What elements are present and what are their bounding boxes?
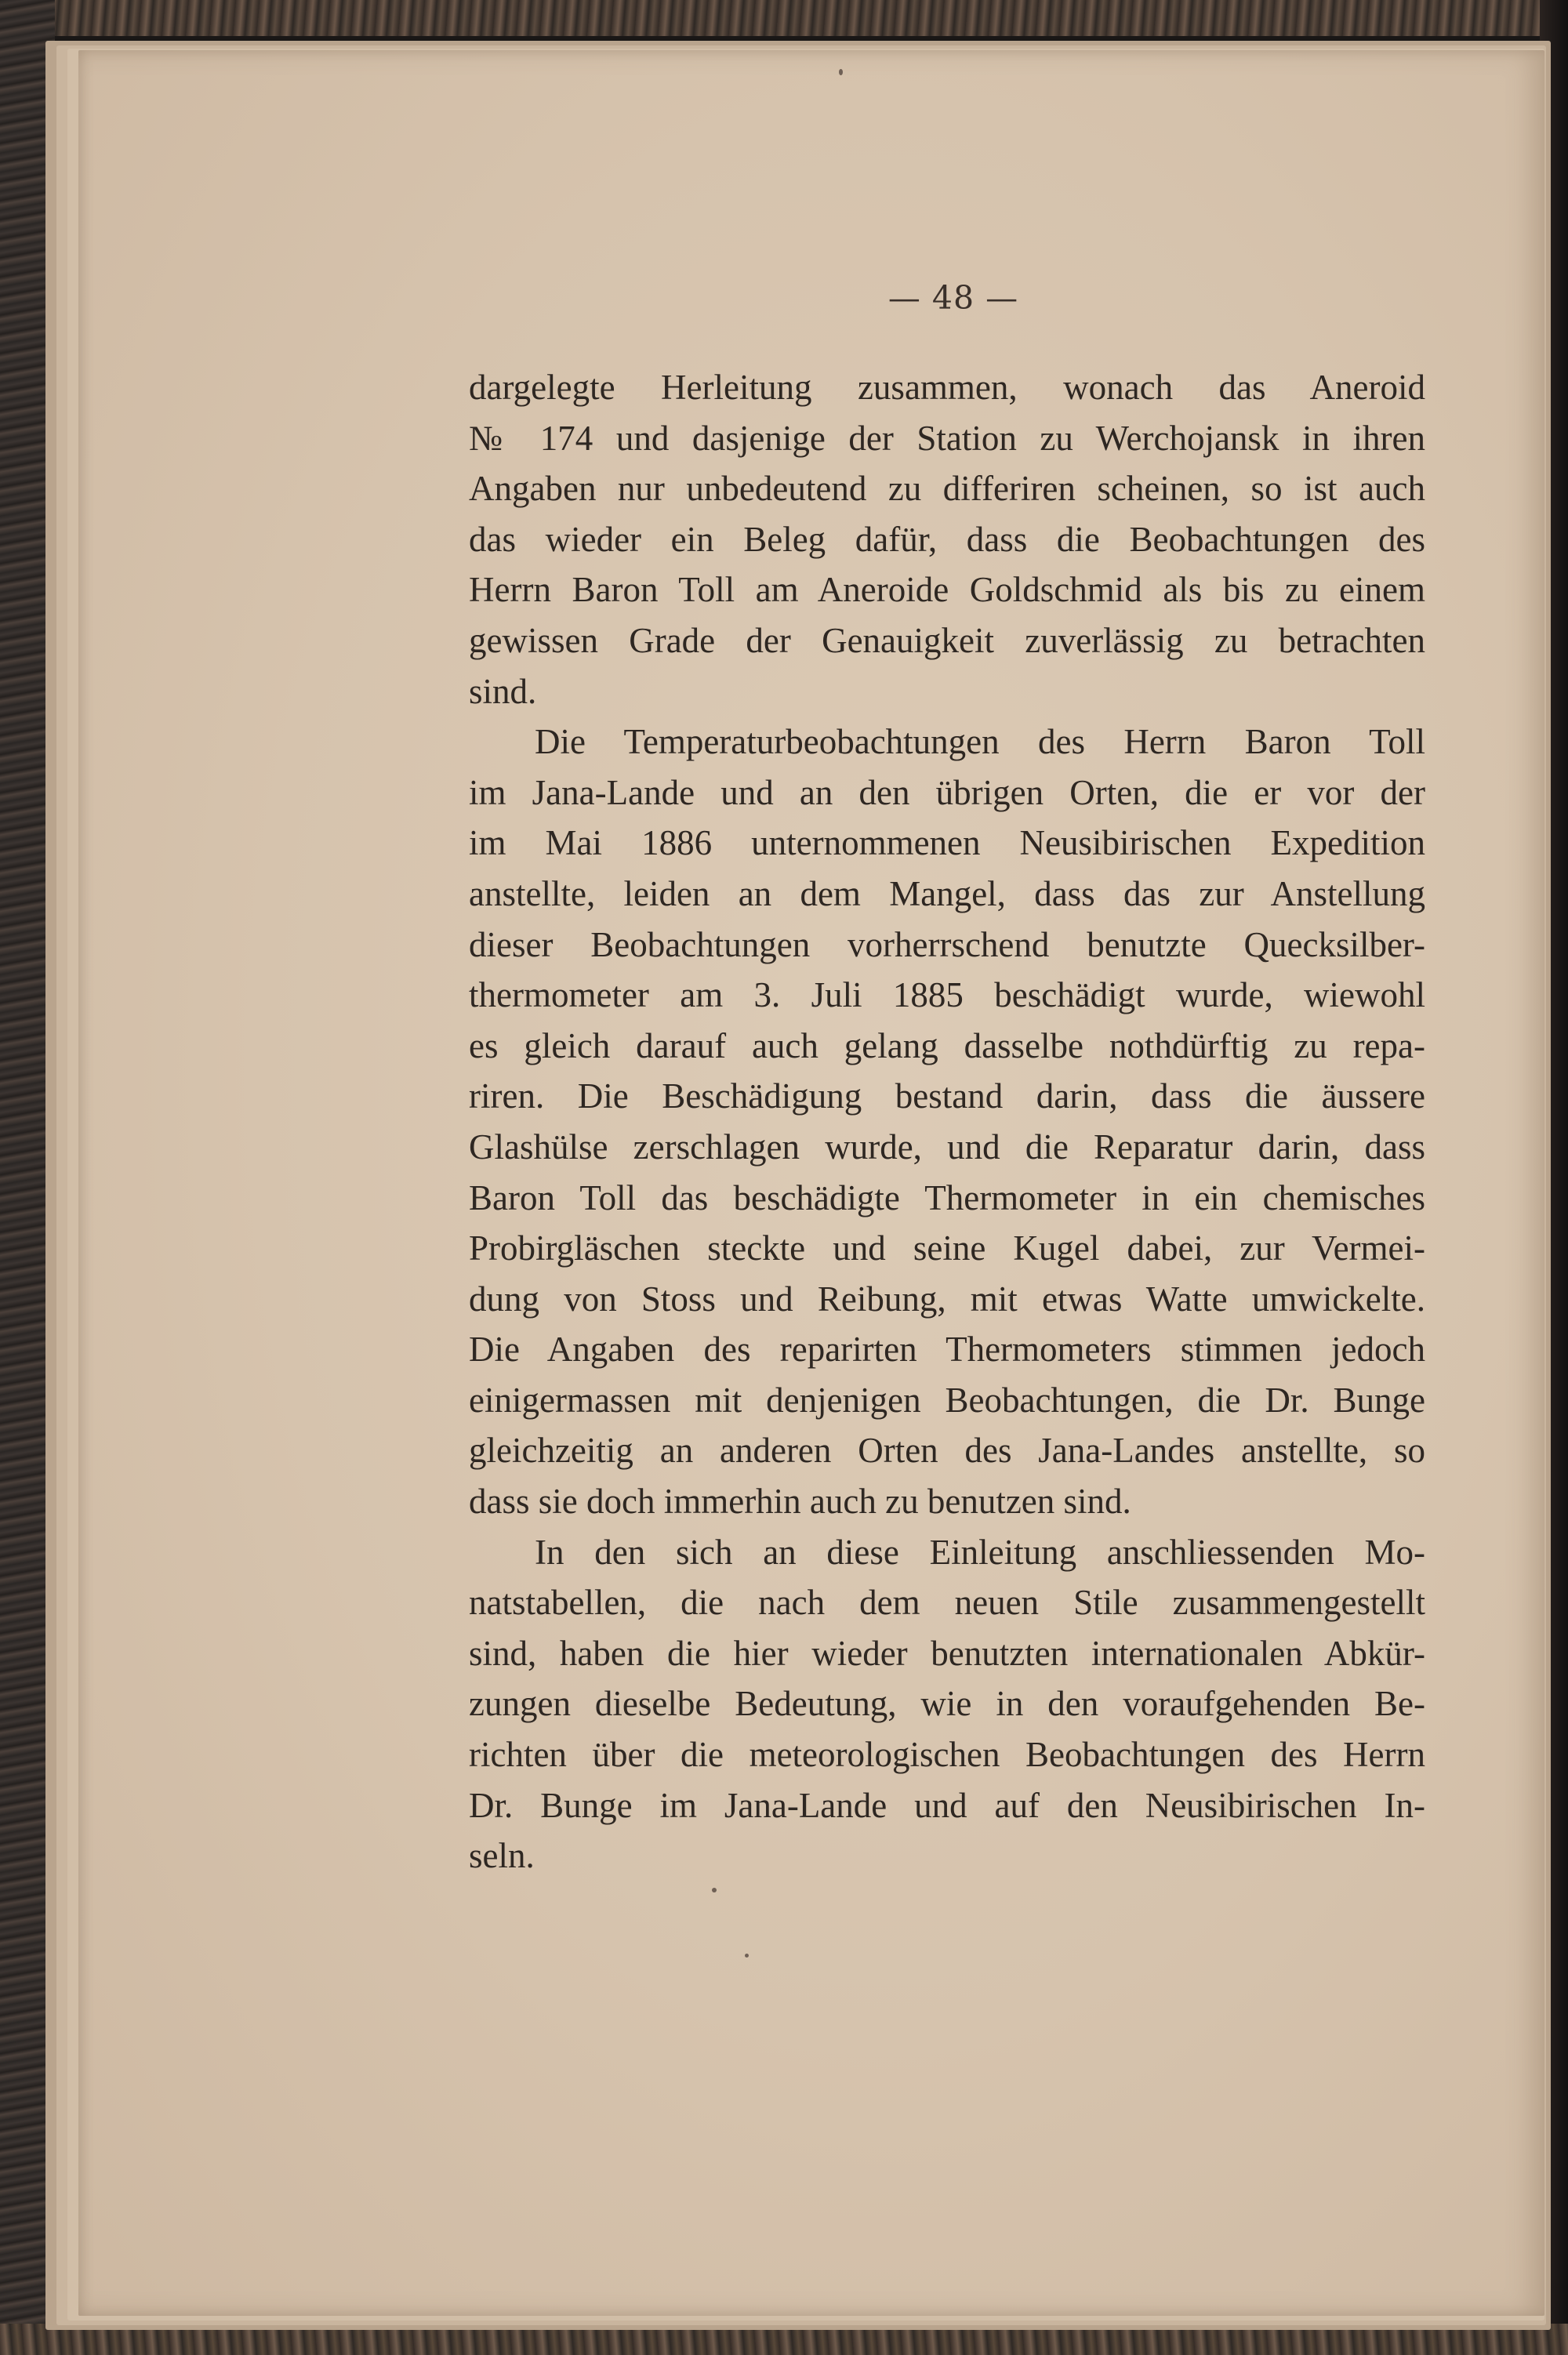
text-line: Herrn Baron Toll am Aneroide Goldschmid als bis zu einem [469, 570, 1425, 610]
paper-speck [839, 69, 843, 75]
text-line: dung von Stoss und Reibung, mit etwas Watte umwickelte. [469, 1279, 1425, 1319]
text-line: im Mai 1886 unternommenen Neusibirischen Expedition [469, 823, 1425, 863]
paper-speck [745, 1954, 749, 1958]
text-line: sind, haben die hier wieder benutzten internationalen Abkür- [469, 1633, 1425, 1673]
text-line: gleichzeitig an anderen Orten des Jana-Landes anstellte, so [469, 1431, 1425, 1471]
text-line: einigermassen mit denjenigen Beobachtungen, die Dr. Bunge [469, 1380, 1425, 1420]
text-line: thermometer am 3. Juli 1885 beschädigt wurde, wiewohl [469, 975, 1425, 1015]
text-line: Die Temperaturbeobachtungen des Herrn Baron Toll [535, 722, 1425, 762]
text-line: Dr. Bunge im Jana-Lande und auf den Neusibirischen In- [469, 1785, 1425, 1825]
page-number: — 48 — [887, 279, 1019, 317]
text-line: gewissen Grade der Genauigkeit zuverlässig zu betrachten [469, 620, 1425, 660]
text-line: Die Angaben des reparirten Thermometers stimmen jedoch [469, 1330, 1425, 1370]
text-line: № 174 und dasjenige der Station zu Werchojansk in ihren [469, 418, 1425, 458]
text-line: dargelegte Herleitung zusammen, wonach das Aneroid [469, 368, 1425, 407]
text-line: Probirgläschen steckte und seine Kugel dabei, zur Vermei- [469, 1228, 1425, 1268]
body-text [469, 362, 1425, 1881]
text-line: dieser Beobachtungen vorherrschend benutzte Quecksilber- [469, 924, 1425, 964]
text-line: Glashülse zerschlagen wurde, und die Reparatur darin, dass [469, 1127, 1425, 1167]
paper-speck [712, 1888, 717, 1892]
text-line: natstabellen, die nach dem neuen Stile zusammengestellt [469, 1583, 1425, 1623]
text-line: zungen dieselbe Bedeutung, wie in den voraufgehenden Be- [469, 1684, 1425, 1724]
text-line: riren. Die Beschädigung bestand darin, dass die äussere [469, 1076, 1425, 1116]
text-line: im Jana-Lande und an den übrigen Orten, die er vor der [469, 772, 1425, 812]
text-line: Baron Toll das beschädigte Thermometer in ein chemisches [469, 1178, 1425, 1217]
text-line: In den sich an diese Einleitung anschliessenden Mo- [535, 1532, 1425, 1572]
text-line: dass sie doch immerhin auch zu benutzen sind. [469, 1482, 1131, 1522]
text-line: Angaben nur unbedeutend zu differiren scheinen, so ist auch [469, 469, 1425, 509]
text-line: richten über die meteorologischen Beobachtungen des Herrn [469, 1735, 1425, 1775]
text-line: es gleich darauf auch gelang dasselbe nothdürftig zu repa- [469, 1025, 1425, 1065]
text-line: sind. [469, 671, 537, 711]
text-line: das wieder ein Beleg dafür, dass die Beobachtungen des [469, 519, 1425, 559]
text-line: anstellte, leiden an dem Mangel, dass das zur Anstellung [469, 873, 1425, 913]
text-line: seln. [469, 1836, 535, 1876]
binding-top-edge [0, 0, 1568, 36]
